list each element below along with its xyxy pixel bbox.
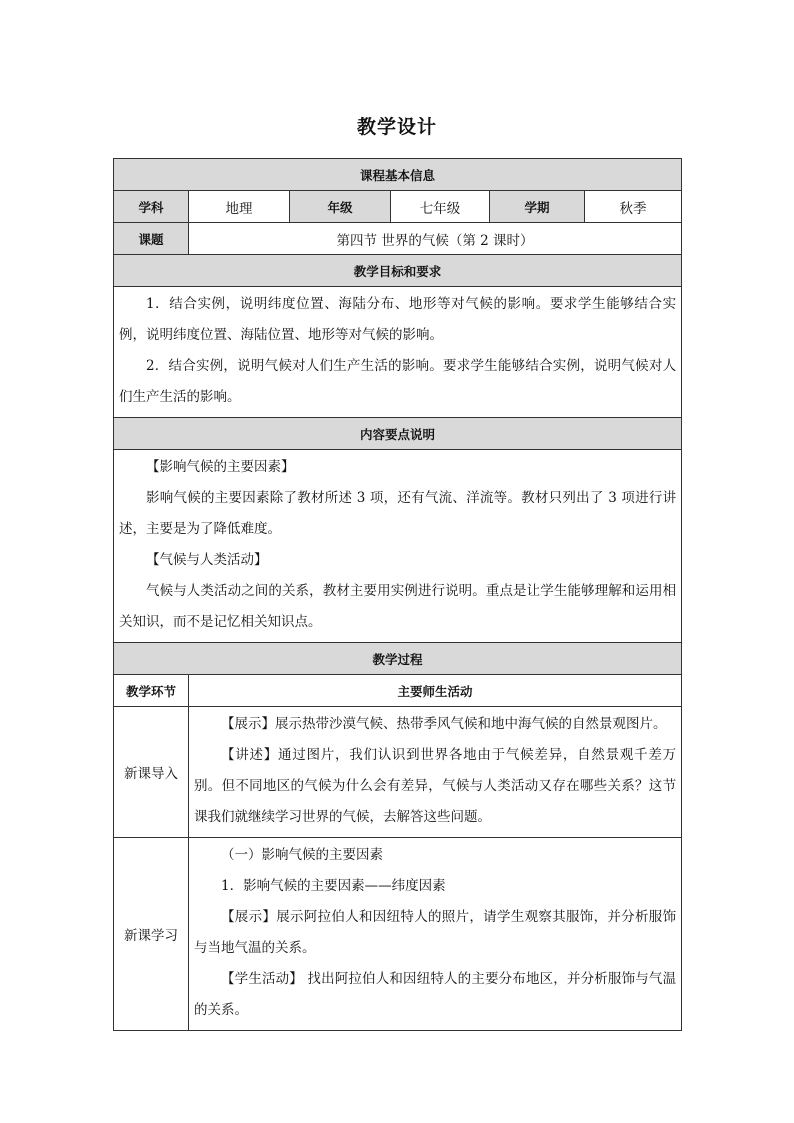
- activity-paragraph: 【讲述】通过图片，我们认识到世界各地由于气候差异，自然景观千差万别。但不同地区的气候为什么会有差异，气候与人类活动又存在哪些关系？这节课我们就继续学习世界的气候，去解答这些问题。: [194, 747, 677, 825]
- topic-label: 课题: [114, 223, 189, 255]
- topic-value: 第四节 世界的气候（第 2 课时）: [189, 223, 682, 255]
- activity-new-lesson: [189, 838, 682, 1031]
- stage-new-lesson: 新课学习: [114, 838, 189, 1031]
- activity-paragraph: 【学生活动】 找出阿拉伯人和因纽特人的主要分布地区，并分析服饰与气温的关系。: [194, 971, 677, 1018]
- term-label: 学期: [490, 191, 585, 223]
- basic-info-header: 课程基本信息: [114, 159, 682, 191]
- term-value: 秋季: [585, 191, 682, 223]
- key-points-header: 内容要点说明: [114, 418, 682, 450]
- activity-paragraph: 1．影响气候的主要因素——纬度因素: [221, 878, 446, 894]
- subject-label: 学科: [114, 191, 189, 223]
- stage-intro: 新课导入: [114, 707, 189, 838]
- subject-value: 地理: [189, 191, 290, 223]
- objective-item: 2．结合实例，说明气候对人们生产生活的影响。要求学生能够结合实例，说明气候对人们生产生活的影响。: [119, 358, 677, 405]
- key-point-heading: 【气候与人类活动】: [146, 552, 268, 568]
- lesson-plan-table: [113, 158, 682, 1031]
- activity-intro: [189, 707, 682, 838]
- process-header: 教学过程: [114, 643, 682, 675]
- key-point-paragraph: 气候与人类活动之间的关系，教材主要用实例进行说明。重点是让学生能够理解和运用相关知识，而不是记忆相关知识点。: [119, 583, 677, 630]
- objectives-header: 教学目标和要求: [114, 255, 682, 287]
- key-points-content: [114, 450, 682, 643]
- activity-paragraph: （一）影响气候的主要因素: [221, 847, 383, 863]
- activity-paragraph: 【展示】展示阿拉伯人和因纽特人的照片，请学生观察其服饰，并分析服饰与当地气温的关系。: [194, 909, 677, 956]
- stage-column-header: 教学环节: [114, 675, 189, 707]
- objectives-content: [114, 287, 682, 418]
- grade-value: 七年级: [391, 191, 490, 223]
- document-title: 教学设计: [356, 116, 437, 138]
- activity-column-header: 主要师生活动: [189, 675, 682, 707]
- grade-label: 年级: [290, 191, 391, 223]
- key-point-paragraph: 影响气候的主要因素除了教材所述 3 项，还有气流、洋流等。教材只列出了 3 项进行讲述，主要是为了降低难度。: [119, 490, 677, 537]
- key-point-heading: 【影响气候的主要因素】: [146, 459, 295, 475]
- activity-paragraph: 【展示】展示热带沙漠气候、热带季风气候和地中海气候的自然景观图片。: [221, 716, 667, 732]
- objective-item: 1．结合实例，说明纬度位置、海陆分布、地形等对气候的影响。要求学生能够结合实例，说明纬度位置、海陆位置、地形等对气候的影响。: [119, 296, 677, 343]
